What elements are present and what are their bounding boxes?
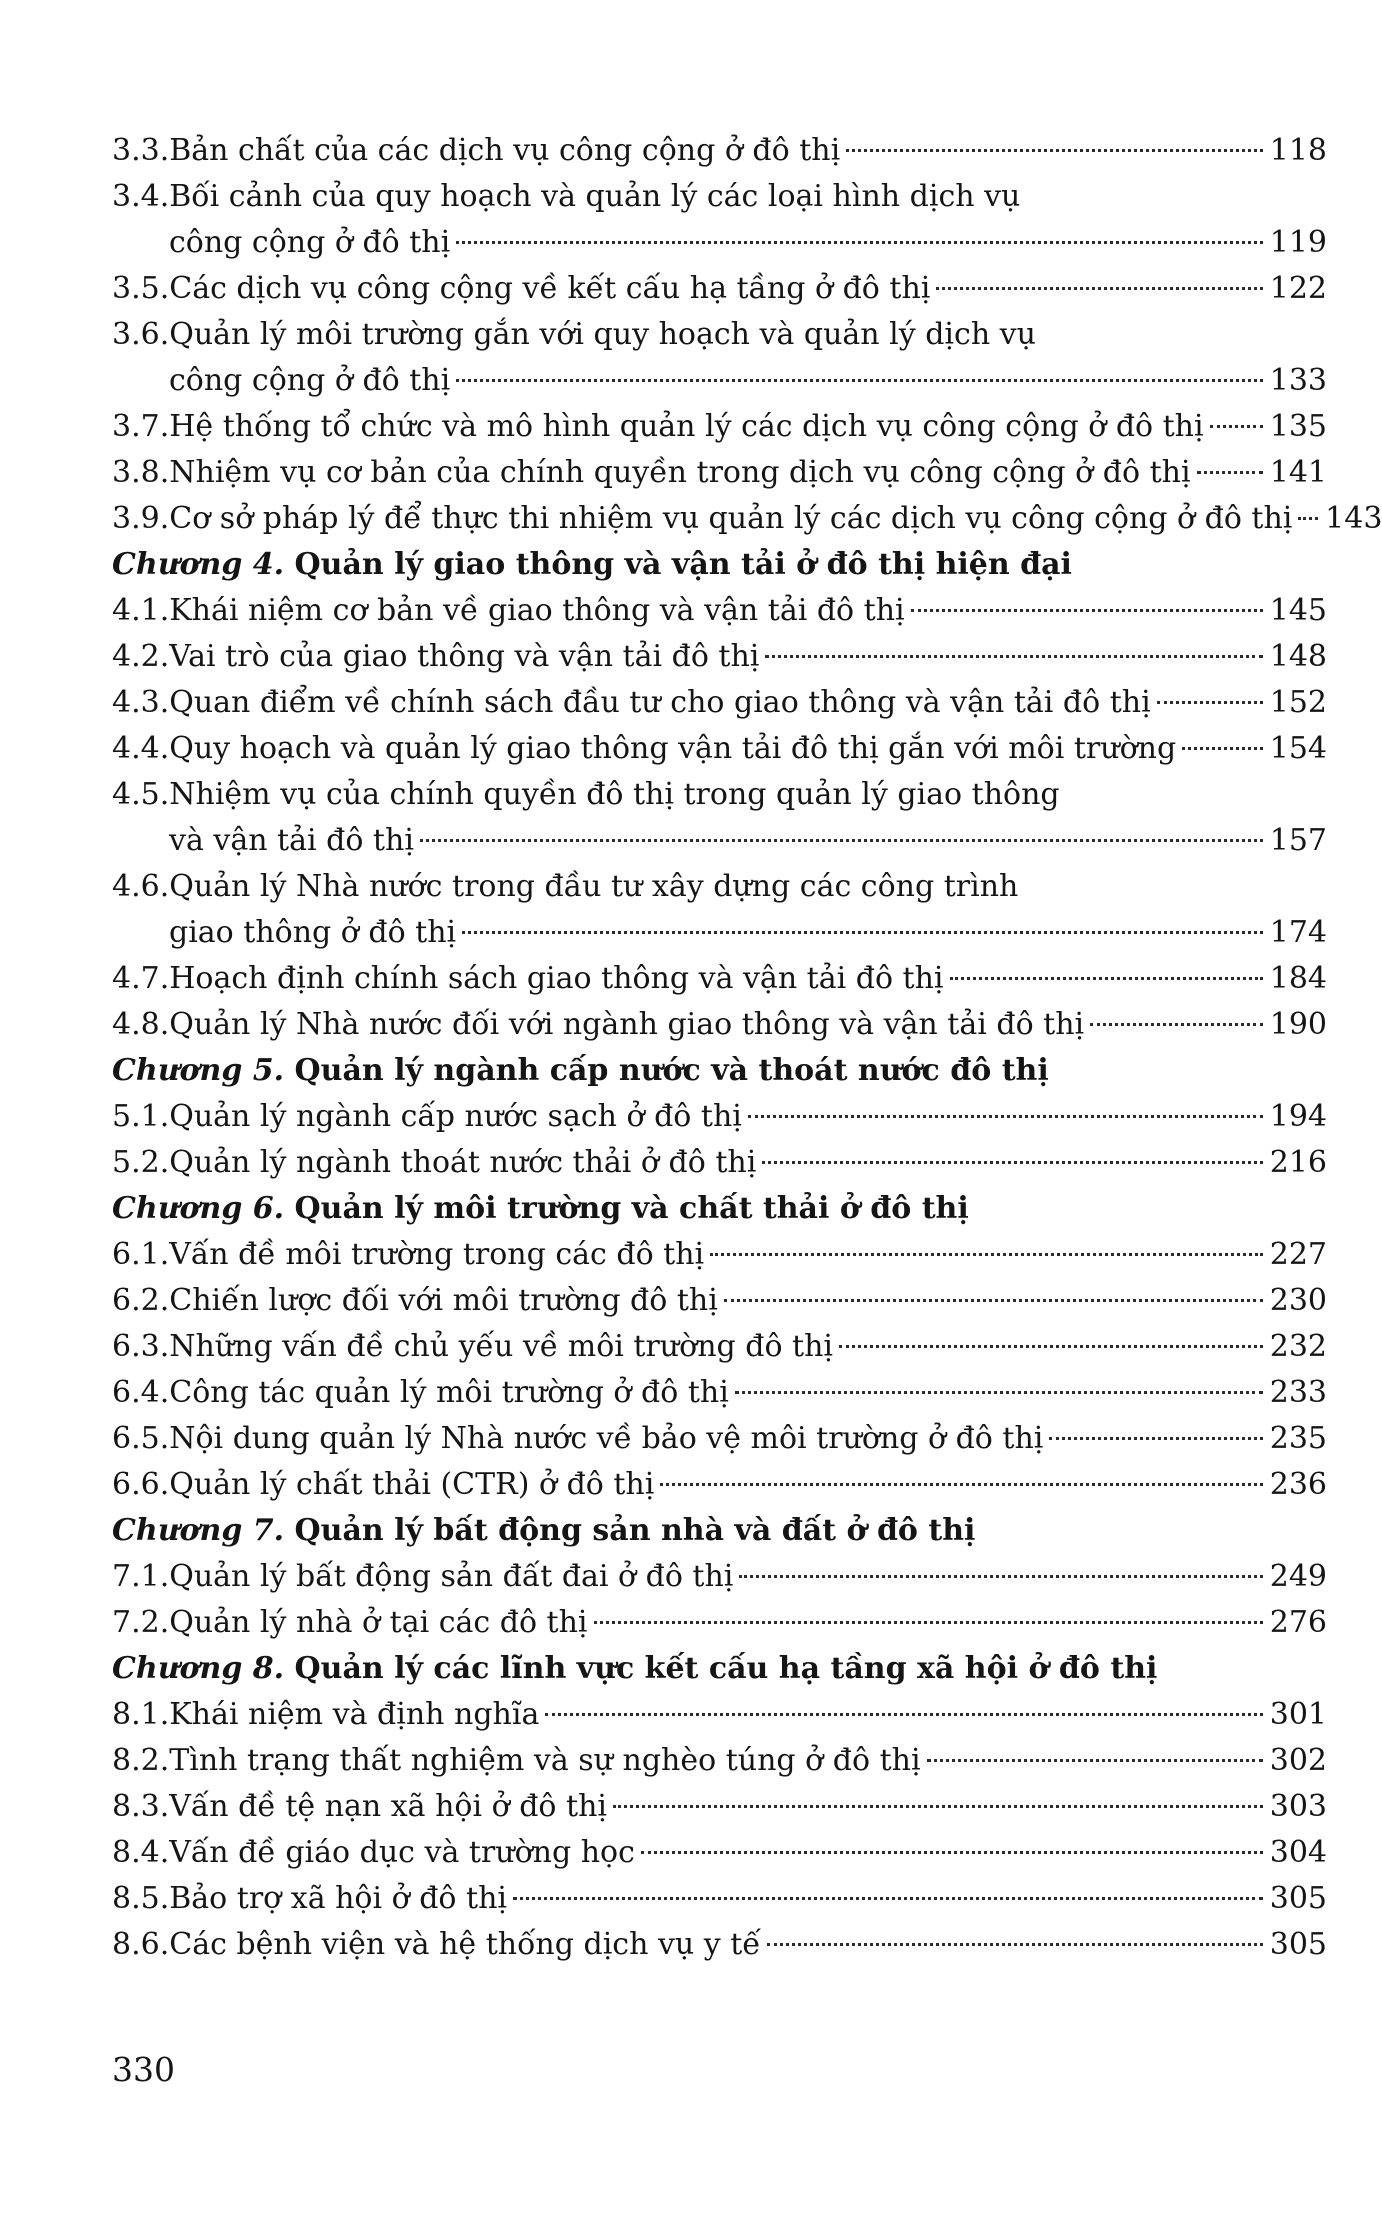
toc-line <box>112 1922 1327 1968</box>
chapter-title: Quản lý giao thông và vận tải ở đô thị hiện đại <box>294 547 1072 582</box>
dot-leader <box>594 1621 1263 1624</box>
section-title: Vấn đề tệ nạn xã hội ở đô thị <box>169 1789 607 1824</box>
section-page: 249 <box>1269 1559 1327 1594</box>
section-number: 8.5. <box>112 1881 170 1916</box>
section-title: Công tác quản lý môi trường ở đô thị <box>169 1375 729 1410</box>
dot-leader <box>1157 701 1263 704</box>
dot-leader <box>927 1759 1263 1762</box>
section-title: Những vấn đề chủ yếu về môi trường đô thị <box>169 1329 834 1364</box>
section-number: 8.4. <box>112 1835 170 1870</box>
toc-line <box>112 818 1327 864</box>
toc-entry <box>112 1416 1327 1462</box>
section-title: Quản lý Nhà nước trong đầu tư xây dựng các công trình <box>169 869 1019 904</box>
section-title-continued: công cộng ở đô thị <box>169 363 451 398</box>
toc-entry <box>112 496 1382 542</box>
toc-entry <box>112 680 1327 726</box>
dot-leader <box>660 1483 1263 1486</box>
section-number: 6.5. <box>112 1421 170 1456</box>
dot-leader <box>936 287 1263 290</box>
section-number: 4.7. <box>112 961 170 996</box>
section-page: 154 <box>1269 731 1327 766</box>
section-number: 7.1. <box>112 1559 170 1594</box>
toc-line <box>112 358 1327 404</box>
chapter-title: Quản lý bất động sản nhà và đất ở đô thị <box>294 1513 976 1548</box>
dot-leader <box>420 839 1263 842</box>
toc-line <box>112 1738 1327 1784</box>
section-page: 141 <box>1269 455 1327 490</box>
section-number: 8.3. <box>112 1789 170 1824</box>
toc-entry <box>112 1370 1327 1416</box>
dot-leader <box>762 1161 1263 1164</box>
section-number: 3.7. <box>112 409 170 444</box>
dot-leader <box>1182 747 1263 750</box>
section-page: 230 <box>1269 1283 1327 1318</box>
section-title: Bản chất của các dịch vụ công cộng ở đô thị <box>169 133 841 168</box>
toc-line <box>112 1830 1327 1876</box>
section-title: Hệ thống tổ chức và mô hình quản lý các dịch vụ công cộng ở đô thị <box>169 409 1204 444</box>
section-title: Chiến lược đối với môi trường đô thị <box>169 1283 718 1318</box>
section-page: 235 <box>1269 1421 1327 1456</box>
section-title: Quản lý chất thải (CTR) ở đô thị <box>169 1467 655 1502</box>
chapter-label: Chương 4. <box>112 547 285 582</box>
section-title: Vấn đề giáo dục và trường học <box>169 1835 635 1870</box>
toc-line <box>112 1094 1327 1140</box>
section-title: Vai trò của giao thông và vận tải đô thị <box>169 639 760 674</box>
dot-leader <box>739 1575 1263 1578</box>
section-title: Khái niệm cơ bản về giao thông và vận tải đô thị <box>169 593 905 628</box>
toc-entry <box>112 1784 1327 1830</box>
section-title: Quản lý Nhà nước đối với ngành giao thông và vận tải đô thị <box>169 1007 1085 1042</box>
dot-leader <box>735 1391 1263 1394</box>
section-page: 135 <box>1269 409 1327 444</box>
dot-leader <box>839 1345 1263 1348</box>
section-number: 3.5. <box>112 271 170 306</box>
section-page: 303 <box>1269 1789 1327 1824</box>
section-title-continued: và vận tải đô thị <box>169 823 414 858</box>
toc-entry <box>112 450 1327 496</box>
section-page: 227 <box>1269 1237 1327 1272</box>
section-number: 3.4. <box>112 179 170 214</box>
toc-entry <box>112 128 1327 174</box>
section-page: 133 <box>1269 363 1327 398</box>
toc-entry <box>112 266 1327 312</box>
section-title: Quản lý bất động sản đất đai ở đô thị <box>169 1559 734 1594</box>
toc-entry <box>112 1324 1327 1370</box>
section-page: 276 <box>1269 1605 1327 1640</box>
dot-leader <box>1090 1023 1263 1026</box>
toc-line <box>112 404 1327 450</box>
dot-leader <box>748 1115 1263 1118</box>
section-number: 4.2. <box>112 639 170 674</box>
section-page: 304 <box>1269 1835 1327 1870</box>
chapter-heading <box>112 1048 1327 1094</box>
chapter-heading <box>112 542 1327 588</box>
dot-leader <box>456 379 1263 382</box>
toc-entry <box>112 1876 1327 1922</box>
section-number: 4.3. <box>112 685 170 720</box>
dot-leader <box>724 1299 1263 1302</box>
toc-line <box>112 496 1382 542</box>
dot-leader <box>767 1943 1263 1946</box>
dot-leader <box>765 655 1263 658</box>
toc-entry <box>112 1094 1327 1140</box>
toc-line <box>112 1692 1327 1738</box>
section-page: 305 <box>1269 1927 1327 1962</box>
section-page: 145 <box>1269 593 1327 628</box>
section-number: 6.6. <box>112 1467 170 1502</box>
chapter-heading <box>112 1186 1327 1232</box>
section-title: Các dịch vụ công cộng về kết cấu hạ tầng ở đô thị <box>169 271 931 306</box>
toc-line <box>112 1554 1327 1600</box>
toc-line <box>112 772 1327 818</box>
section-title: Cơ sở pháp lý để thực thi nhiệm vụ quản lý các dịch vụ công cộng ở đô thị <box>169 501 1293 536</box>
dot-leader <box>1049 1437 1263 1440</box>
section-title: Nội dung quản lý Nhà nước về bảo vệ môi trường ở đô thị <box>169 1421 1044 1456</box>
table-of-contents <box>112 128 1382 1968</box>
section-title: Bảo trợ xã hội ở đô thị <box>169 1881 507 1916</box>
section-page: 194 <box>1269 1099 1327 1134</box>
section-title: Tình trạng thất nghiệm và sự nghèo túng ở đô thị <box>169 1743 921 1778</box>
section-number: 8.6. <box>112 1927 170 1962</box>
toc-entry <box>112 726 1327 772</box>
section-page: 152 <box>1269 685 1327 720</box>
section-page: 233 <box>1269 1375 1327 1410</box>
toc-line <box>112 726 1327 772</box>
section-number: 3.3. <box>112 133 170 168</box>
dot-leader <box>911 609 1263 612</box>
section-title: Bối cảnh của quy hoạch và quản lý các loại hình dịch vụ <box>169 179 1021 214</box>
section-number: 7.2. <box>112 1605 170 1640</box>
toc-line <box>112 1278 1327 1324</box>
toc-entry <box>112 864 1327 956</box>
toc-line <box>112 956 1327 1002</box>
dot-leader <box>1298 517 1318 520</box>
dot-leader <box>462 931 1263 934</box>
section-title: Nhiệm vụ của chính quyền đô thị trong quản lý giao thông <box>169 777 1060 812</box>
section-page: 232 <box>1269 1329 1327 1364</box>
section-number: 3.6. <box>112 317 170 352</box>
dot-leader <box>641 1851 1263 1854</box>
dot-leader <box>513 1897 1263 1900</box>
toc-line <box>112 312 1327 358</box>
section-page: 216 <box>1269 1145 1327 1180</box>
chapter-title: Quản lý môi trường và chất thải ở đô thị <box>294 1191 969 1226</box>
section-number: 6.4. <box>112 1375 170 1410</box>
section-page: 305 <box>1269 1881 1327 1916</box>
toc-line <box>112 1370 1327 1416</box>
section-title: Quản lý ngành cấp nước sạch ở đô thị <box>169 1099 742 1134</box>
dot-leader <box>710 1253 1263 1256</box>
chapter-label: Chương 8. <box>112 1651 285 1686</box>
section-number: 6.1. <box>112 1237 170 1272</box>
section-page: 148 <box>1269 639 1327 674</box>
section-title: Quan điểm về chính sách đầu tư cho giao thông và vận tải đô thị <box>169 685 1151 720</box>
toc-line <box>112 1324 1327 1370</box>
section-number: 3.9. <box>112 501 170 536</box>
toc-entry <box>112 1922 1327 1968</box>
toc-line <box>112 1600 1327 1646</box>
toc-line <box>112 174 1327 220</box>
toc-entry <box>112 1554 1327 1600</box>
section-page: 174 <box>1269 915 1327 950</box>
chapter-label: Chương 6. <box>112 1191 285 1226</box>
toc-entry <box>112 1278 1327 1324</box>
section-page: 302 <box>1269 1743 1327 1778</box>
toc-line <box>112 266 1327 312</box>
section-title-continued: công cộng ở đô thị <box>169 225 451 260</box>
section-page: 301 <box>1269 1697 1327 1732</box>
section-title: Quy hoạch và quản lý giao thông vận tải đô thị gắn với môi trường <box>169 731 1177 766</box>
toc-line <box>112 864 1327 910</box>
section-title: Quản lý môi trường gắn với quy hoạch và quản lý dịch vụ <box>169 317 1036 352</box>
toc-line <box>112 220 1327 266</box>
chapter-heading <box>112 1646 1327 1692</box>
dot-leader <box>456 241 1263 244</box>
chapter-label: Chương 5. <box>112 1053 285 1088</box>
section-number: 4.1. <box>112 593 170 628</box>
section-number: 4.4. <box>112 731 170 766</box>
section-number: 6.2. <box>112 1283 170 1318</box>
section-title-continued: giao thông ở đô thị <box>169 915 457 950</box>
toc-entry <box>112 1738 1327 1784</box>
toc-entry <box>112 1002 1327 1048</box>
toc-line <box>112 1232 1327 1278</box>
toc-entry <box>112 1600 1327 1646</box>
section-title: Khái niệm và định nghĩa <box>169 1697 540 1732</box>
toc-line <box>112 910 1327 956</box>
toc-line <box>112 680 1327 726</box>
toc-line <box>112 1784 1327 1830</box>
section-number: 5.1. <box>112 1099 170 1134</box>
dot-leader <box>1197 471 1263 474</box>
toc-entry <box>112 1140 1327 1186</box>
toc-entry <box>112 404 1327 450</box>
toc-line <box>112 1462 1327 1508</box>
section-page: 157 <box>1269 823 1327 858</box>
section-title: Quản lý ngành thoát nước thải ở đô thị <box>169 1145 757 1180</box>
section-number: 8.1. <box>112 1697 170 1732</box>
toc-line <box>112 1002 1327 1048</box>
chapter-title: Quản lý các lĩnh vực kết cấu hạ tầng xã hội ở đô thị <box>294 1651 1158 1686</box>
toc-line <box>112 450 1327 496</box>
toc-line <box>112 128 1327 174</box>
dot-leader <box>1210 425 1263 428</box>
section-page: 236 <box>1269 1467 1327 1502</box>
section-number: 4.8. <box>112 1007 170 1042</box>
section-number: 8.2. <box>112 1743 170 1778</box>
section-number: 4.6. <box>112 869 170 904</box>
section-page: 118 <box>1269 133 1327 168</box>
section-page: 143 <box>1325 501 1382 536</box>
section-number: 6.3. <box>112 1329 170 1364</box>
page-number: 330 <box>112 2050 175 2089</box>
toc-line <box>112 1876 1327 1922</box>
toc-line <box>112 588 1327 634</box>
toc-entry <box>112 772 1327 864</box>
toc-entry <box>112 588 1327 634</box>
toc-entry <box>112 312 1327 404</box>
toc-line <box>112 1416 1327 1462</box>
section-title: Các bệnh viện và hệ thống dịch vụ y tế <box>169 1927 761 1962</box>
dot-leader <box>613 1805 1263 1808</box>
dot-leader <box>545 1713 1263 1716</box>
toc-entry <box>112 174 1327 266</box>
section-page: 190 <box>1269 1007 1327 1042</box>
chapter-label: Chương 7. <box>112 1513 285 1548</box>
dot-leader <box>950 977 1263 980</box>
toc-line <box>112 1140 1327 1186</box>
toc-entry <box>112 1232 1327 1278</box>
chapter-heading <box>112 1508 1327 1554</box>
toc-line <box>112 634 1327 680</box>
toc-entry <box>112 956 1327 1002</box>
section-page: 119 <box>1269 225 1327 260</box>
section-title: Nhiệm vụ cơ bản của chính quyền trong dịch vụ công cộng ở đô thị <box>169 455 1191 490</box>
section-page: 184 <box>1269 961 1327 996</box>
section-title: Quản lý nhà ở tại các đô thị <box>169 1605 588 1640</box>
section-title: Vấn đề môi trường trong các đô thị <box>169 1237 705 1272</box>
toc-entry <box>112 634 1327 680</box>
section-page: 122 <box>1269 271 1327 306</box>
toc-entry <box>112 1692 1327 1738</box>
toc-entry <box>112 1462 1327 1508</box>
section-number: 4.5. <box>112 777 170 812</box>
section-title: Hoạch định chính sách giao thông và vận tải đô thị <box>169 961 944 996</box>
section-number: 3.8. <box>112 455 170 490</box>
toc-entry <box>112 1830 1327 1876</box>
chapter-title: Quản lý ngành cấp nước và thoát nước đô thị <box>294 1053 1049 1088</box>
dot-leader <box>846 149 1263 152</box>
section-number: 5.2. <box>112 1145 170 1180</box>
